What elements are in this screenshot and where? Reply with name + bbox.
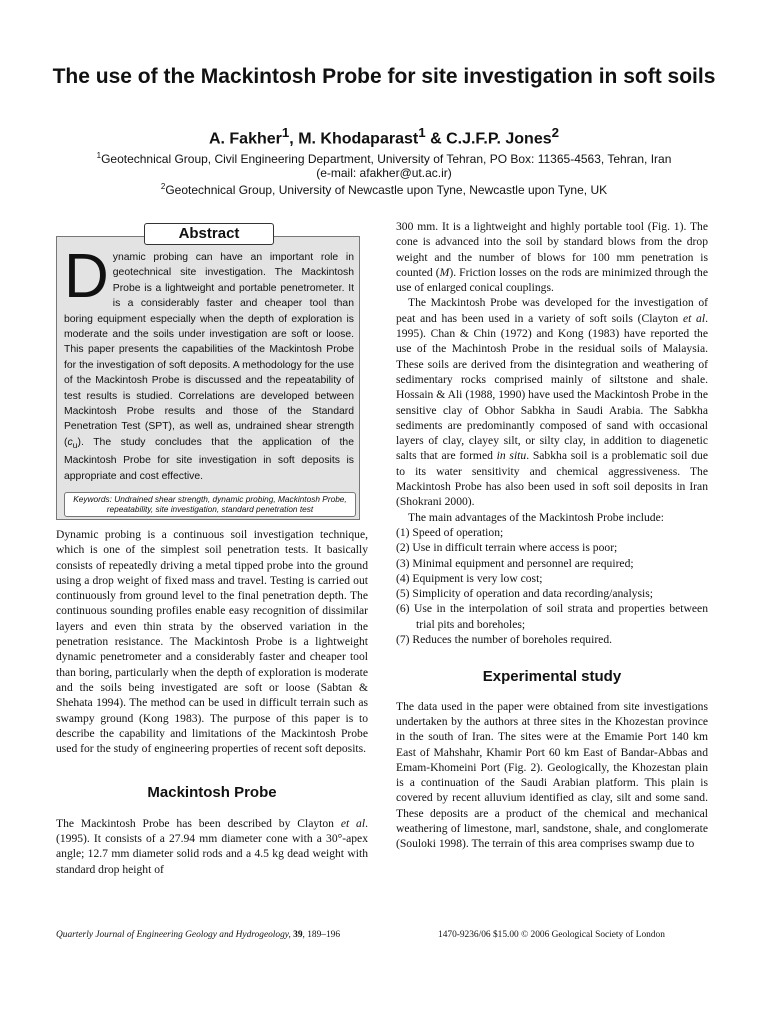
text-run: The Mackintosh Probe was developed for the investigation of peat and has been used in a variety of soft soils (Clayton [396, 296, 708, 325]
probe-history-paragraph [396, 295, 708, 509]
text-run-italic: et al [340, 816, 366, 830]
author-affil-mark: 2 [551, 125, 560, 140]
text-run: The Mackintosh Probe has been described by Clayton [56, 816, 341, 830]
experimental-study-paragraph: The data used in the paper were obtained from site investigations undertaken by the authors at three sites in the Khozestan province in the south of Iran. The sites were at the Emamie Port 140 km East of Mahshahr, Khamir Port 60 km East of Bandar-Abbas and Emam-Khomeini Port (Fig. 2). Geologically, the Khozestan plain is a continuation of the Saudi Arabian platform. This plain is covered by recent alluvium identified as clay, silt and some sand. These deposits are a product of the chemical and mechanical weathering of limestone, marl, sandstone, shale, and conglomerate (Souloki 1998). The terrain of this area comprises swamp due to [396, 699, 708, 851]
text-run: . Sabkha soil is a problematic soil due to its water sensitivity and chemical aggressiveness. The Mackintosh Probe has also been used in soft soil deposits in Iran (Shokrani 2000). [396, 449, 708, 509]
keywords-box: Keywords: Undrained shear strength, dynamic probing, Mackintosh Probe, repeatability, site investigation, standard penetration test [64, 492, 356, 517]
affiliations [40, 149, 728, 197]
journal-name: Quarterly Journal of Engineering Geology and Hydrogeology [56, 930, 289, 940]
right-column [396, 219, 708, 852]
list-item: (7) Reduces the number of boreholes required. [396, 633, 613, 647]
advantages-list [396, 525, 708, 647]
author-email: (e-mail: afakher@ut.ac.ir) [316, 166, 452, 180]
probe-description-paragraph [396, 219, 708, 295]
list-item: (1) Speed of operation; [396, 525, 504, 539]
text-run: . 1995). Chan & Chin (1972) and Kong (1983) have reported the use of the Machintosh Probe in the residual soils of Malaysia. These soils are derived from the disintegration and weathering of sedimentary rocks comprised mainly of siltstone and shale. Hossain & Ali (1988, 1990) have used the Mackintosh Probe in the sensitive clay of Obhor Sabkha in Saudi Arabia. The Sabkha sediments are predominantly composed of sand with occasional layers of clay, clayey silt, or silty clay, in addition to diagenetic salts that are formed [396, 311, 708, 463]
affiliation-2 [40, 180, 728, 197]
affiliation-mark: 2 [160, 182, 166, 191]
list-item: (5) Simplicity of operation and data recording/analysis; [396, 587, 653, 601]
abstract-label: Abstract [144, 223, 274, 245]
journal-pages: , 189–196 [302, 930, 340, 940]
text-run: ). Friction losses on the rods are minimized through the use of enlarged conical couplings. [396, 265, 708, 295]
text-run-italic: et al [682, 311, 706, 325]
mackintosh-probe-paragraph [56, 816, 368, 877]
paper-title: The use of the Mackintosh Probe for site investigation in soft soils [52, 65, 716, 88]
intro-paragraph: Dynamic probing is a continuous soil investigation technique, which is one of the simplest soil penetration tests. It basically consists of repeatedly driving a metal tipped probe into the ground using a drop weight of fixed mass and travel. Testing is carried out continuously from ground level to the final penetration depth. The continuous sounding profiles enable easy recognition of dissimilar layers and even thin strata by the observed variation in the penetration resistance. The Mackintosh Probe is a lightweight dynamic penetrometer and a considerably faster and cheaper tool than boring, particularly when the depth of exploration is moderate and the soils being investigated are soft or loose (Sabtan & Shehata 1994). The method can be used in difficult terrain such as swampy ground (Kong 1983). The purpose of this paper is to describe the capability and limitations of the Mackintosh Probe used for the study of engineering properties of recent soft deposits. [56, 528, 368, 756]
left-column [56, 527, 368, 877]
list-item: (2) Use in difficult terrain where access is poor; [396, 541, 618, 555]
copyright-line: 1470-9236/06 $15.00 © 2006 Geological Society of London [438, 930, 665, 940]
affiliation-mark: 1 [96, 151, 102, 160]
affiliation-text: Geotechnical Group, Civil Engineering Department, University of Tehran, PO Box: 11365-4563, Tehran, Iran [101, 152, 672, 166]
author-affil-mark: 1 [418, 125, 426, 140]
author-name: A. Fakher [208, 130, 282, 148]
abstract-text [64, 242, 354, 484]
journal-volume: 39 [293, 930, 303, 940]
advantages-intro: The main advantages of the Mackintosh Probe include: [408, 510, 664, 524]
text-run: 300 mm. It is a lightweight and highly portable tool (Fig. 1). The cone is advanced into the soil by standard blows from the drop weight and the number of blows for 100 mm penetration is counted ( [396, 220, 708, 279]
affiliation-text: Geotechnical Group, University of Newcastle upon Tyne, Newcastle upon Tyne, UK [165, 183, 608, 197]
author-separator: & [425, 130, 447, 148]
affiliation-1 [40, 149, 728, 166]
author-separator: , [289, 130, 299, 148]
list-item: (4) Equipment is very low cost; [396, 571, 543, 585]
cu-symbol: c [67, 436, 73, 448]
list-item: (6) Use in the interpolation of soil strata and properties between trial pits and boreholes; [396, 602, 708, 631]
section-heading-mackintosh-probe: Mackintosh Probe [147, 784, 277, 802]
journal-citation: Quarterly Journal of Engineering Geology and Hydrogeology, 39, 189–196 [56, 930, 340, 940]
text-run: . (1995). It consists of a 27.94 mm diameter cone with a 30°-apex angle; 12.7 mm diameter solid rods and a 4.5 kg dead weight with standard drop height of [56, 816, 368, 876]
abstract-body: ynamic probing can have an important role in geotechnical site investigation. The Mackintosh Probe is a lightweight and portable penetrometer. It is a considerably faster and cheaper tool than boring equipment especially when the depth of exploration is moderate and the soils under investigation are soft or loose. This paper presents the capabilities of the Mackintosh Probe for the investigation of soft deposits. A methodology for the use of the Mackintosh Probe is discussed and the repeatability of test results is studied. Correlations are developed between Mackintosh Probe results and those of the Standard Penetration Test (SPT), as well as, undrained shear strength ( [64, 252, 354, 448]
section-heading-experimental-study: Experimental study [482, 668, 622, 686]
text-run-italic: in situ [496, 449, 527, 463]
abstract-dropcap: D [64, 242, 109, 311]
author-affil-mark: 1 [281, 125, 290, 140]
text-run-italic: M [439, 265, 450, 279]
author-name: M. Khodaparast [298, 130, 419, 148]
cu-subscript: u [72, 439, 78, 450]
abstract-body-end: ). The study concludes that the application of the Mackintosh Probe for site investigation in soft deposits is appropriate and cost effective. [64, 436, 354, 482]
author-list [40, 125, 728, 148]
author-name: C.J.F.P. Jones [446, 130, 552, 148]
list-item: (3) Minimal equipment and personnel are required; [396, 556, 634, 570]
